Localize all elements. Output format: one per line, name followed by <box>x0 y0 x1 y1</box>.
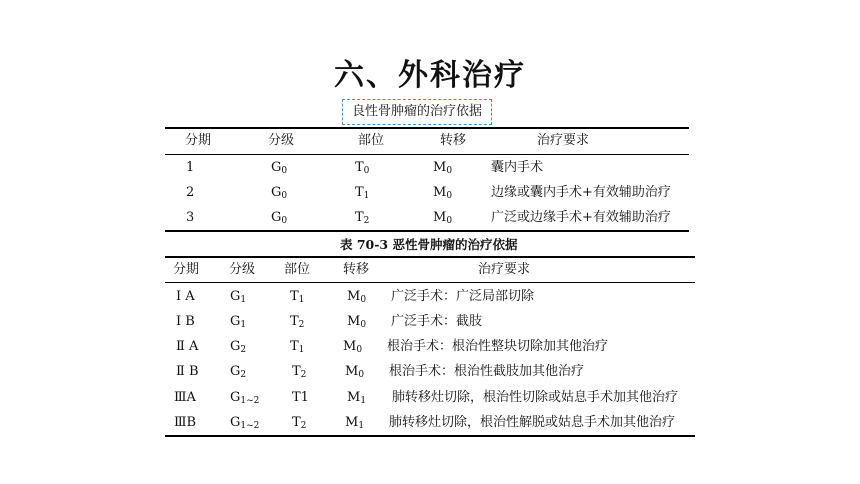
table-cell: $G_0$ <box>271 160 288 176</box>
table-cell: 边缘或囊内手术+有效辅助治疗 <box>491 185 671 200</box>
table-cell: 根治手术：根治性截肢加其他治疗 <box>389 364 585 379</box>
table-cell: $T_2$ <box>292 364 307 380</box>
table-cell: Ⅱ B <box>176 364 199 379</box>
malignant-header-metastasis: 转移 <box>343 262 370 277</box>
table-cell: 肺转移灶切除，根治性解脱或姑息手术加其他治疗 <box>389 415 676 430</box>
table-cell: $G_1$ <box>230 289 247 305</box>
page-title: 六、外科治疗 <box>334 58 526 93</box>
table-cell: ⅢB <box>174 415 197 430</box>
table-cell: $T_1$ <box>355 185 370 201</box>
table-cell: $T_2$ <box>292 415 307 431</box>
malignant-header-rule <box>165 282 695 283</box>
benign-header-stage: 分期 <box>185 133 212 148</box>
table-cell: 广泛手术：广泛局部切除 <box>391 289 535 304</box>
table-cell: $M_0$ <box>433 160 453 176</box>
benign-header-site: 部位 <box>358 133 385 148</box>
table-cell: $T_2$ <box>355 210 370 226</box>
table-cell: T1 <box>292 390 309 405</box>
table-cell: 1 <box>186 160 195 175</box>
table-cell: $T_2$ <box>290 314 305 330</box>
table-cell: $T_1$ <box>290 289 305 305</box>
table-cell: $M_0$ <box>433 185 453 201</box>
malignant-header-grade: 分级 <box>229 262 256 277</box>
table-cell: $G_2$ <box>230 339 247 355</box>
table-cell: Ⅰ B <box>176 314 195 329</box>
malignant-top-rule <box>165 256 695 258</box>
malignant-header-stage: 分期 <box>173 262 200 277</box>
benign-top-rule <box>165 127 689 129</box>
benign-bottom-rule <box>165 230 689 232</box>
table-cell: Ⅰ A <box>176 289 195 304</box>
table-cell: $T_0$ <box>355 160 370 176</box>
benign-header-grade: 分级 <box>268 133 295 148</box>
table-cell: Ⅱ A <box>176 339 199 354</box>
malignant-header-site: 部位 <box>284 262 311 277</box>
table-cell: $M_0$ <box>343 339 363 355</box>
malignant-header-treatment: 治疗要求 <box>478 262 531 277</box>
table-cell: $G_{1\sim 2}$ <box>230 390 260 406</box>
table-cell: ⅢA <box>174 390 196 405</box>
table-cell: $G_{1\sim 2}$ <box>230 415 260 431</box>
benign-table-caption: 良性骨肿瘤的治疗依据 <box>342 99 492 125</box>
table-cell: $G_0$ <box>271 185 288 201</box>
benign-header-metastasis: 转移 <box>440 133 467 148</box>
table-cell: $T_1$ <box>290 339 305 355</box>
table-cell: $M_0$ <box>347 289 367 305</box>
malignant-table-caption: 表 70-3 恶性骨肿瘤的治疗依据 <box>340 237 518 252</box>
benign-header-rule <box>165 154 689 155</box>
benign-header-treatment: 治疗要求 <box>537 133 590 148</box>
table-cell: 囊内手术 <box>491 160 544 175</box>
table-cell: $M_1$ <box>345 415 365 431</box>
table-cell: 广泛或边缘手术+有效辅助治疗 <box>491 210 671 225</box>
table-cell: $G_2$ <box>230 364 247 380</box>
table-cell: $G_0$ <box>271 210 288 226</box>
table-cell: 肺转移灶切除，根治性切除或姑息手术加其他治疗 <box>392 390 679 405</box>
table-cell: 2 <box>186 185 195 200</box>
table-cell: 广泛手术：截肢 <box>391 314 483 329</box>
table-cell: 根治手术：根治性整块切除加其他治疗 <box>387 339 609 354</box>
table-cell: 3 <box>186 210 195 225</box>
table-cell: $M_0$ <box>345 364 365 380</box>
table-cell: $M_0$ <box>433 210 453 226</box>
table-cell: $M_0$ <box>347 314 367 330</box>
malignant-bottom-rule <box>165 435 695 437</box>
table-cell: $M_1$ <box>347 390 367 406</box>
table-cell: $G_1$ <box>230 314 247 330</box>
